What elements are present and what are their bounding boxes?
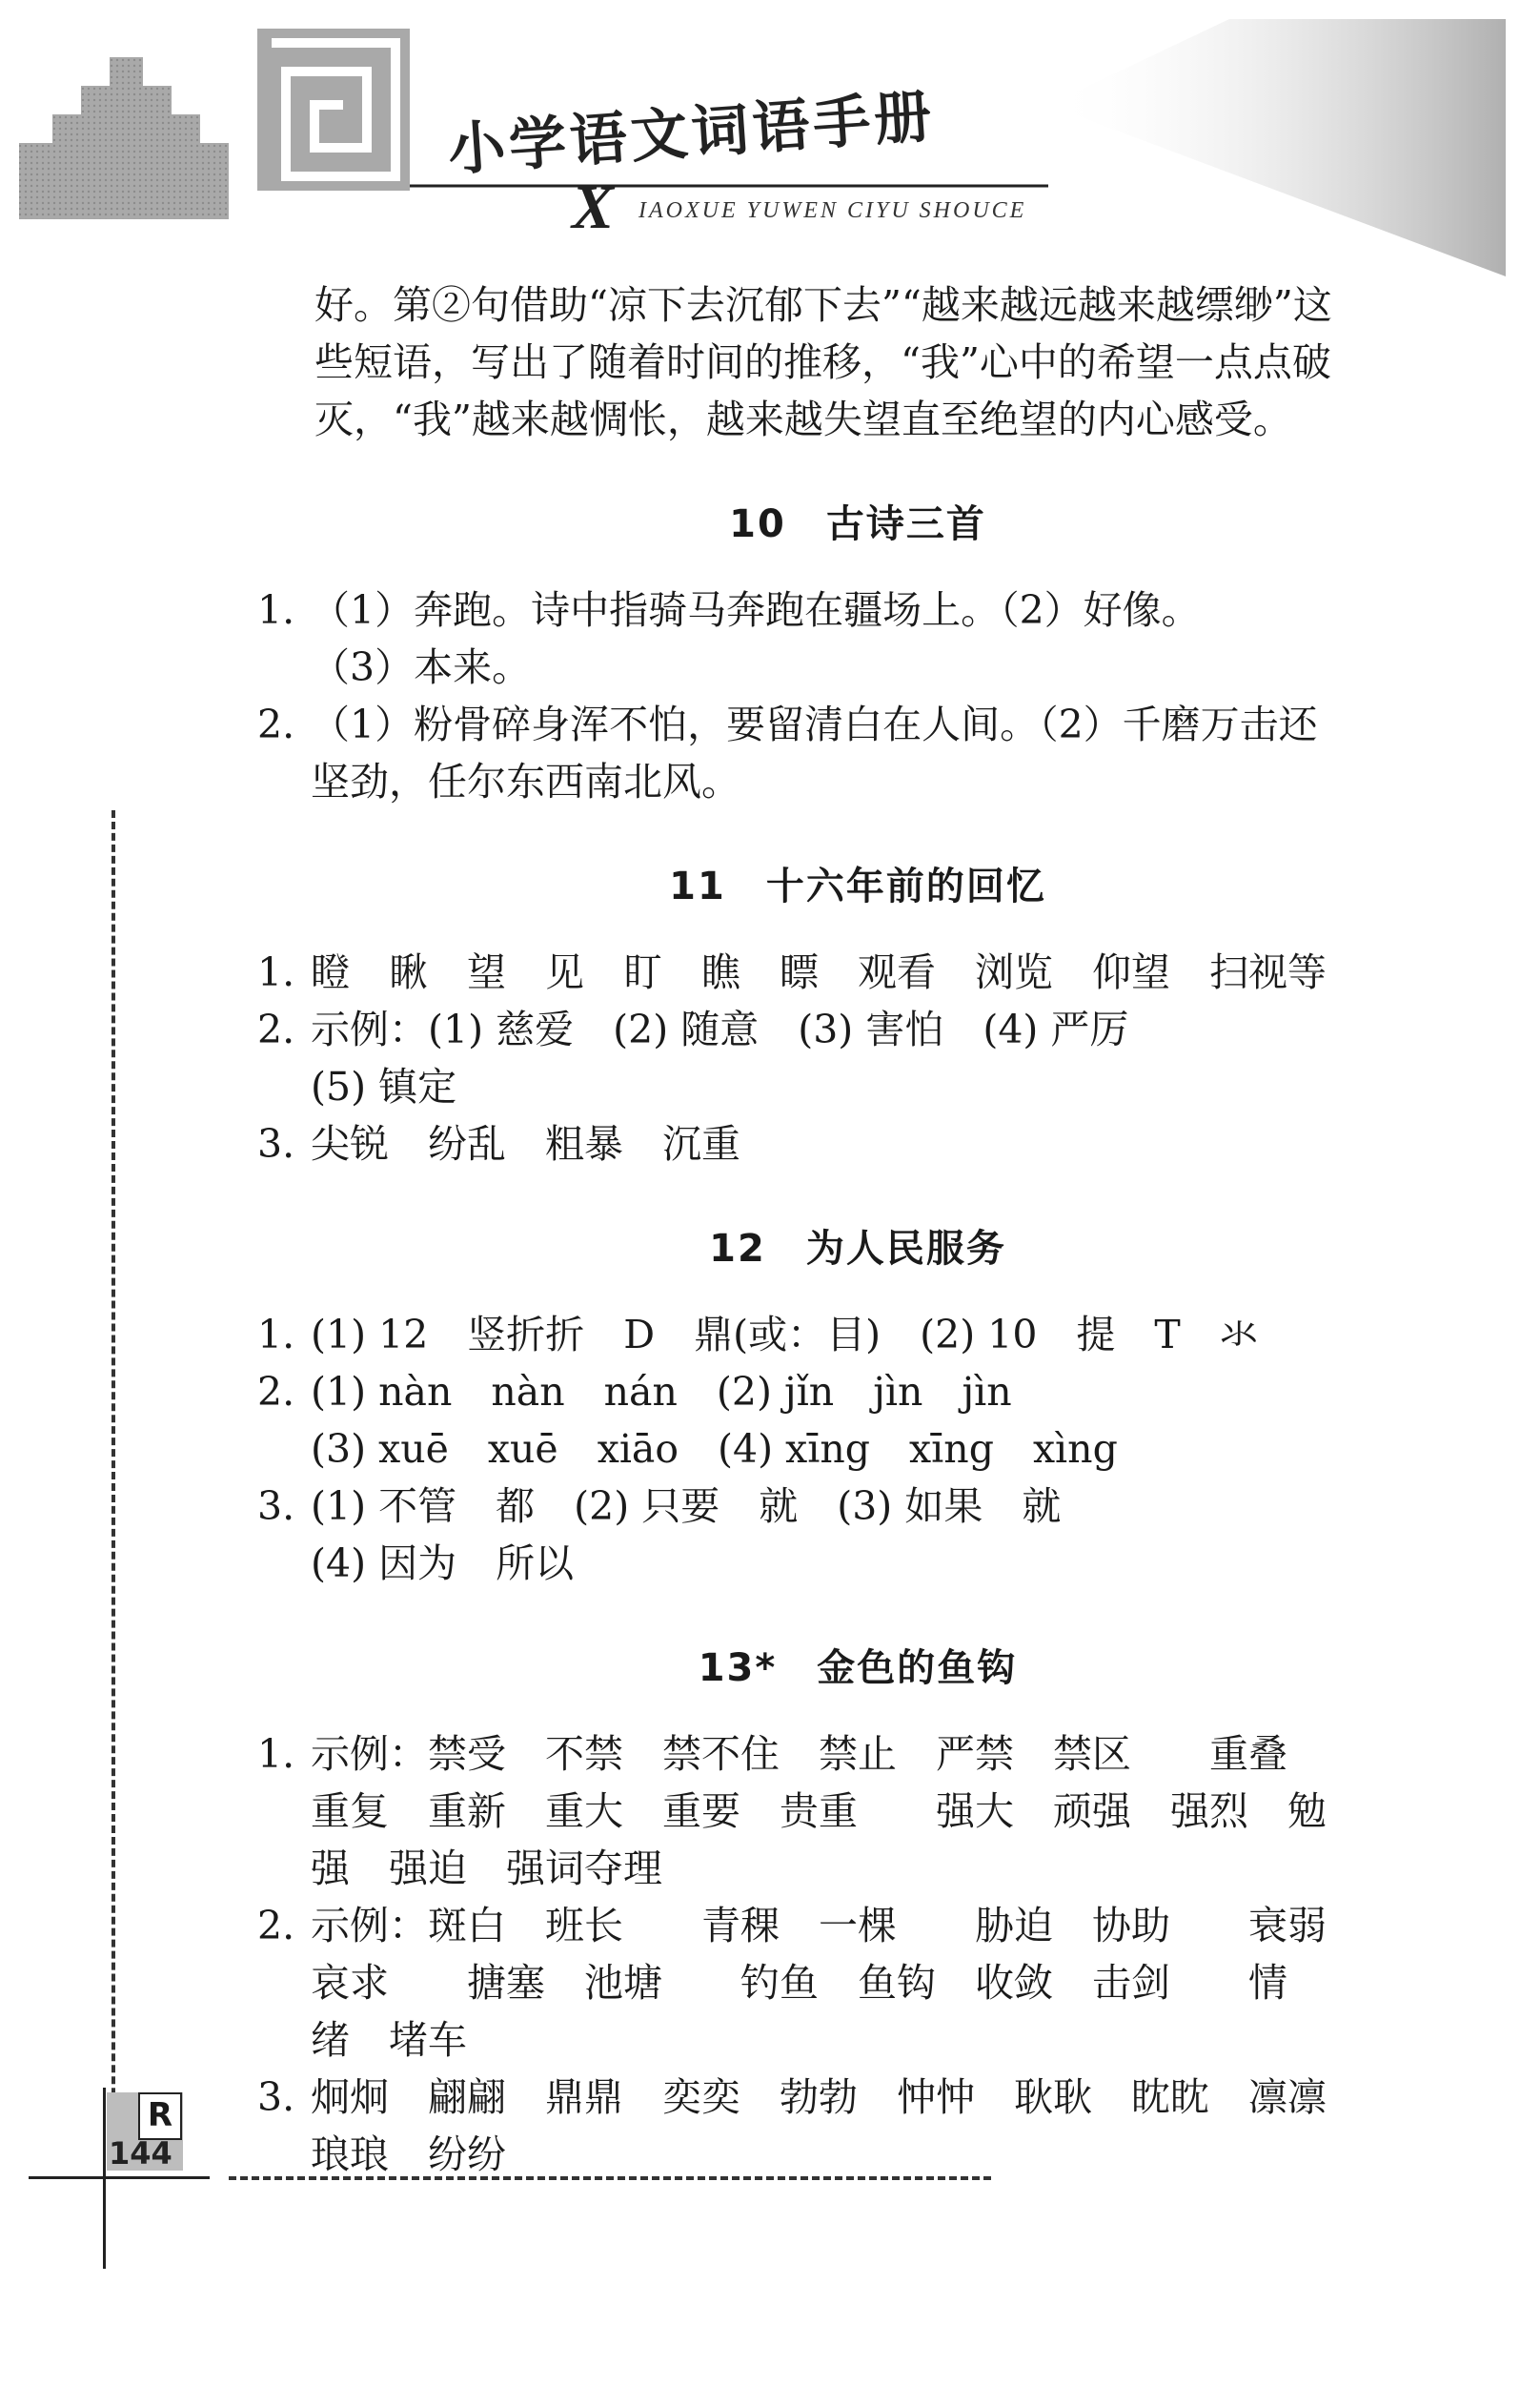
section-title: 13* 金色的鱼钩 bbox=[698, 1646, 1018, 1690]
item-number: 1. bbox=[257, 949, 295, 995]
item-line: 重复 重新 重大 重要 贵重 强大 顽强 强烈 勉 bbox=[311, 1788, 1327, 1834]
list-item bbox=[257, 1001, 1458, 1115]
item-line: (1) nàn nàn nán (2) jǐn jìn jìn bbox=[311, 1369, 1012, 1415]
margin-dashed-line bbox=[111, 810, 115, 2164]
item-line: 示例：(1) 慈爱 (2) 随意 (3) 害怕 (4) 严厉 bbox=[311, 1007, 1129, 1052]
item-line: 尖锐 纷乱 粗暴 沉重 bbox=[311, 1121, 740, 1167]
item-line: 示例：斑白 班长 青稞 一棵 胁迫 协助 衰弱 bbox=[311, 1903, 1327, 1948]
intro-line: 灭，“我”越来越惆怅，越来越失望直至绝望的内心感受。 bbox=[314, 397, 1292, 442]
item-number: 3. bbox=[257, 1121, 295, 1167]
list-item bbox=[257, 696, 1458, 810]
intro-line: 好。第②句借助“凉下去沉郁下去”“越来越远越来越缥缈”这 bbox=[314, 282, 1332, 328]
list-item bbox=[257, 1725, 1458, 1897]
item-number: 2. bbox=[257, 1369, 295, 1415]
list-item bbox=[257, 1115, 1458, 1173]
item-number: 1. bbox=[257, 1731, 295, 1777]
footer-rule bbox=[29, 2176, 210, 2179]
book-title: 小学语文词语手册 bbox=[445, 83, 938, 184]
item-number: 1. bbox=[257, 1312, 295, 1357]
item-number: 3. bbox=[257, 2074, 295, 2120]
list-item bbox=[257, 1363, 1458, 1478]
list-item bbox=[257, 581, 1458, 696]
intro-line: 些短语，写出了随着时间的推移，“我”心中的希望一点点破 bbox=[314, 339, 1331, 385]
item-number: 2. bbox=[257, 1903, 295, 1948]
section-12 bbox=[257, 1220, 1458, 1592]
page-content bbox=[257, 276, 1458, 2183]
section-title: 11 十六年前的回忆 bbox=[669, 865, 1046, 908]
list-item bbox=[257, 944, 1458, 1001]
item-line: (1) 12 竖折折 D 鼎(或：目) (2) 10 提 T 氺 bbox=[311, 1312, 1259, 1357]
list-item bbox=[257, 1897, 1458, 2069]
footer-dashed-rule bbox=[229, 2176, 991, 2180]
item-line: (4) 因为 所以 bbox=[311, 1540, 575, 1586]
page-header bbox=[0, 0, 1540, 286]
section-title: 10 古诗三首 bbox=[729, 502, 986, 546]
section-13 bbox=[257, 1640, 1458, 2183]
item-line: 哀求 搪塞 池塘 钓鱼 鱼钩 收敛 击剑 情 bbox=[311, 1960, 1287, 2006]
page-number: 144 bbox=[109, 2135, 172, 2172]
list-item bbox=[257, 1478, 1458, 1592]
item-number: 1. bbox=[257, 587, 295, 633]
section-10 bbox=[257, 496, 1458, 810]
item-number: 2. bbox=[257, 702, 295, 747]
item-line: (5) 镇定 bbox=[311, 1064, 457, 1110]
item-number: 3. bbox=[257, 1483, 295, 1529]
item-line: （1）粉骨碎身浑不怕，要留清白在人间。（2）千磨万击还 bbox=[311, 702, 1318, 747]
item-line: 强 强迫 强词夺理 bbox=[311, 1846, 662, 1891]
edition-letter: R bbox=[138, 2092, 182, 2140]
item-line: 瞪 瞅 望 见 盯 瞧 瞟 观看 浏览 仰望 扫视等 bbox=[311, 949, 1327, 995]
list-item bbox=[257, 1306, 1458, 1363]
item-line: 琅琅 纷纷 bbox=[311, 2131, 506, 2177]
book-subtitle: IAOXUE YUWEN CIYU SHOUCE bbox=[638, 198, 1027, 223]
item-number: 2. bbox=[257, 1007, 295, 1052]
item-line: （3）本来。 bbox=[311, 644, 532, 690]
item-line: 坚劲，任尔东西南北风。 bbox=[311, 759, 740, 805]
item-line: (1) 不管 都 (2) 只要 就 (3) 如果 就 bbox=[311, 1483, 1062, 1529]
item-line: (3) xuē xuē xiāo (4) xīng xīng xìng bbox=[311, 1426, 1118, 1472]
item-line: （1）奔跑。诗中指骑马奔跑在疆场上。（2）好像。 bbox=[311, 587, 1201, 633]
subtitle-initial: X bbox=[572, 173, 615, 242]
intro-paragraph bbox=[257, 276, 1458, 448]
item-line: 炯炯 翩翩 鼎鼎 奕奕 勃勃 忡忡 耿耿 眈眈 凛凛 bbox=[311, 2074, 1327, 2120]
item-line: 示例：禁受 不禁 禁不住 禁止 严禁 禁区 重叠 bbox=[311, 1731, 1287, 1777]
item-line: 绪 堵车 bbox=[311, 2017, 467, 2063]
list-item bbox=[257, 2069, 1458, 2183]
section-title: 12 为人民服务 bbox=[709, 1227, 1006, 1271]
section-11 bbox=[257, 858, 1458, 1173]
